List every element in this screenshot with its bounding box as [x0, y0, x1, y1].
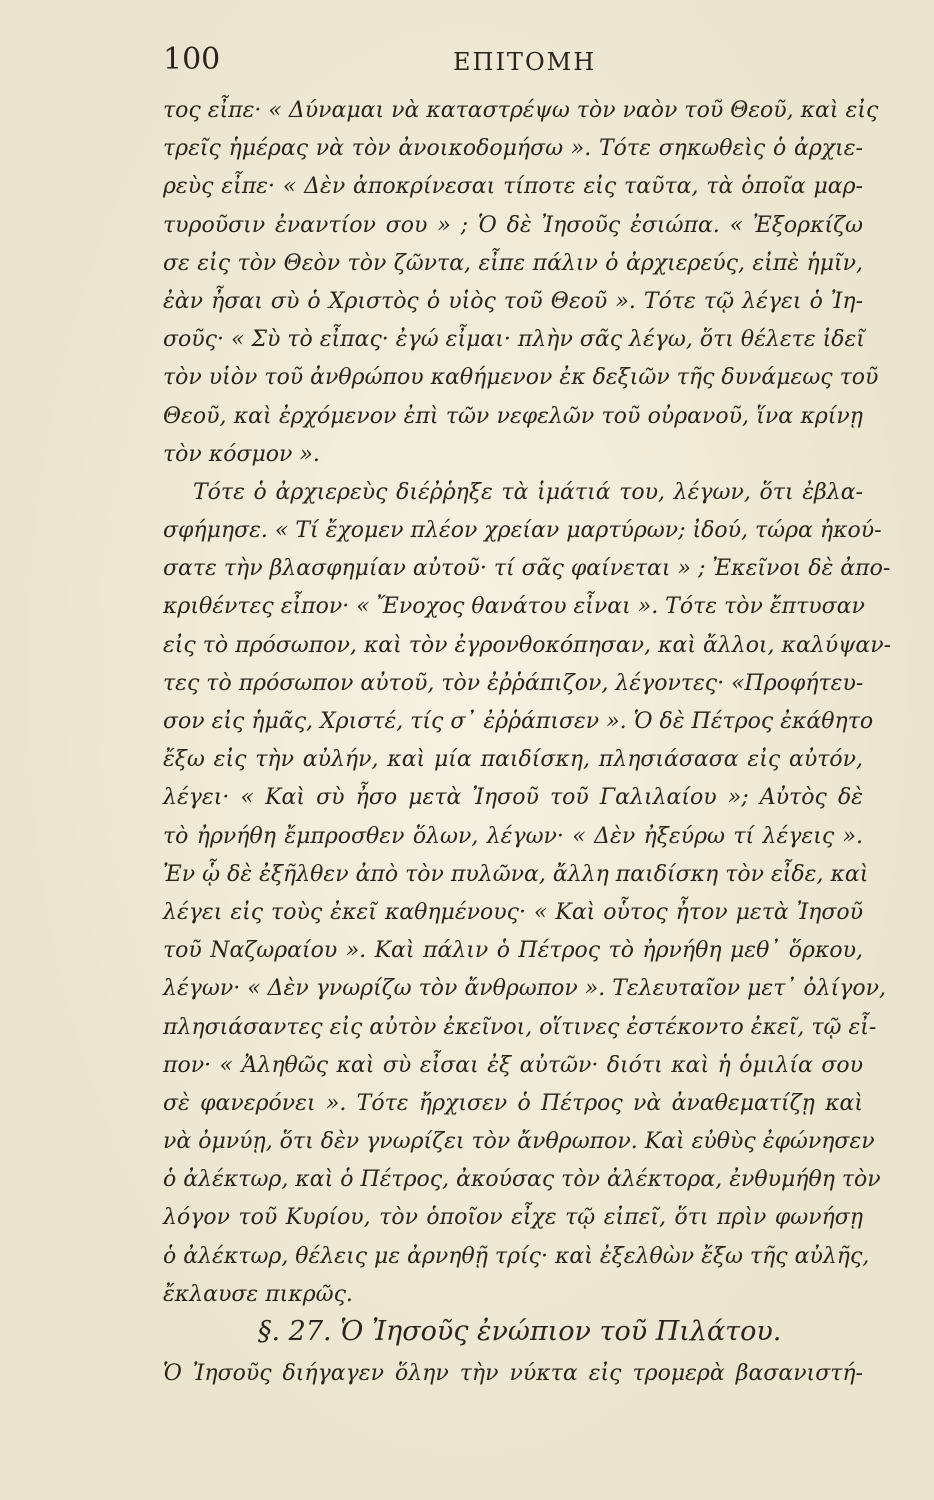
- text-line: ὁ ἀλέκτωρ, θέλεις με ἀρνηθῇ τρίς· καὶ ἐξελθὼν ἔξω τῆς αὐλῆς,: [163, 1243, 870, 1269]
- text-line: τὸν υἱὸν τοῦ ἀνθρώπου καθήμενον ἐκ δεξιῶν τῆς δυνάμεως τοῦ: [163, 365, 879, 391]
- text-line: λέγων· « Δὲν γνωρίζω τὸν ἄνθρωπον ». Τελευταῖον μετ᾽ ὀλίγον,: [163, 976, 886, 1002]
- text-line: ἐὰν ἦσαι σὺ ὁ Χριστὸς ὁ υἱὸς τοῦ Θεοῦ ». Τότε τῷ λέγει ὁ Ἰη-: [163, 288, 863, 314]
- section-heading: §. 27. Ὁ Ἰησοῦς ἐνώπιον τοῦ Πιλάτου.: [258, 1316, 782, 1347]
- text-line: λόγον τοῦ Κυρίου, τὸν ὁποῖον εἶχε τῷ εἰπεῖ, ὅτι πρὶν φωνήσῃ: [163, 1205, 863, 1231]
- page-number: 100: [163, 42, 221, 77]
- text-line: λέγει· « Καὶ σὺ ἦσο μετὰ Ἰησοῦ τοῦ Γαλιλαίου »; Αὐτὸς δὲ: [163, 785, 863, 811]
- text-line: ἔξω εἰς τὴν αὐλήν, καὶ μία παιδίσκη, πλησιάσασα εἰς αὐτόν,: [163, 747, 863, 773]
- text-line: πλησιάσαντες εἰς αὐτὸν ἐκεῖνοι, οἵτινες ἐστέκοντο ἐκεῖ, τῷ εἶ-: [163, 1014, 877, 1040]
- text-line: τος εἶπε· « Δύναμαι νὰ καταστρέψω τὸν ναὸν τοῦ Θεοῦ, καὶ εἰς: [163, 98, 879, 123]
- text-line: λέγει εἰς τοὺς ἐκεῖ καθημένους· « Καὶ οὗτος ἦτον μετὰ Ἰησοῦ: [163, 899, 863, 925]
- body-text: [163, 92, 892, 1314]
- text-line: ρεὺς εἶπε· « Δὲν ἀποκρίνεσαι τίποτε εἰς ταῦτα, τὰ ὁποῖα μαρ-: [163, 174, 863, 200]
- text-line: ἔκλαυσε πικρῶς.: [163, 1281, 353, 1307]
- text-line: σὲ φανερόνει ». Τότε ἤρχισεν ὁ Πέτρος νὰ ἀναθεματίζῃ καὶ: [163, 1090, 863, 1116]
- text-line: νὰ ὀμνύῃ, ὅτι δὲν γνωρίζει τὸν ἄνθρωπον. Καὶ εὐθὺς ἐφώνησεν: [163, 1129, 875, 1155]
- text-line: τυροῦσιν ἐναντίον σου » ; Ὁ δὲ Ἰησοῦς ἐσιώπα. « Ἐξορκίζω: [163, 212, 863, 238]
- text-line: Τότε ὁ ἀρχιερεὺς διέῤῥηξε τὰ ἱμάτιά του, λέγων, ὅτι ἐβλα-: [193, 479, 863, 505]
- text-line: τες τὸ πρόσωπον αὐτοῦ, τὸν ἐῤῥάπιζον, λέγοντες· «Προφήτευ-: [163, 670, 864, 696]
- text-line: τοῦ Ναζωραίου ». Καὶ πάλιν ὁ Πέτρος τὸ ἠρνήθη μεθ᾽ ὅρκου,: [163, 938, 863, 964]
- text-line: τὸ ἠρνήθη ἔμπροσθεν ὅλων, λέγων· « Δὲν ἠξεύρω τί λέγεις ».: [163, 823, 863, 849]
- text-line: ὁ ἀλέκτωρ, καὶ ὁ Πέτρος, ἀκούσας τὸν ἀλέκτορα, ἐνθυμήθη τὸν: [163, 1167, 881, 1193]
- text-line: σον εἰς ἡμᾶς, Χριστέ, τίς σ᾽ ἐῤῥάπισεν ». Ὁ δὲ Πέτρος ἐκάθητο: [163, 709, 874, 734]
- text-line: τρεῖς ἡμέρας νὰ τὸν ἀνοικοδομήσω ». Τότε σηκωθεὶς ὁ ἀρχιε-: [163, 136, 863, 162]
- text-line: Θεοῦ, καὶ ἐρχόμενον ἐπὶ τῶν νεφελῶν τοῦ οὐρανοῦ, ἵνα κρίνῃ: [163, 403, 863, 429]
- text-line: σφήμησε. « Τί ἔχομεν πλέον χρείαν μαρτύρων; ἰδού, τώρα ἠκού-: [163, 518, 882, 544]
- text-line: σε εἰς τὸν Θεὸν τὸν ζῶντα, εἶπε πάλιν ὁ ἀρχιερεύς, εἰπὲ ἡμῖν,: [163, 250, 863, 276]
- text-line: τὸν κόσμον ».: [163, 441, 320, 467]
- text-line: Ἐν ᾧ δὲ ἐξῆλθεν ἀπὸ τὸν πυλῶνα, ἄλλη παιδίσκη τὸν εἶδε, καὶ: [163, 861, 869, 887]
- text-line: σοῦς· « Σὺ τὸ εἶπας· ἐγώ εἶμαι· πλὴν σᾶς λέγω, ὅτι θέλετε ἰδεῖ: [163, 327, 865, 353]
- section-text-line: Ὁ Ἰησοῦς διήγαγεν ὅλην τὴν νύκτα εἰς τρομερὰ βασανιστή-: [163, 1361, 863, 1386]
- page-header: [163, 42, 863, 82]
- text-line: σατε τὴν βλασφημίαν αὐτοῦ· τί σᾶς φαίνεται » ; Ἐκεῖνοι δὲ ἀπο-: [163, 556, 891, 582]
- text-line: εἰς τὸ πρόσωπον, καὶ τὸν ἐγρονθοκόπησαν, καὶ ἄλλοι, καλύψαν-: [163, 632, 892, 658]
- text-line: κριθέντες εἶπον· « Ἔνοχος θανάτου εἶναι ». Τότε τὸν ἔπτυσαν: [163, 594, 865, 620]
- text-line: πον· « Ἀληθῶς καὶ σὺ εἶσαι ἐξ αὐτῶν· διότι καὶ ἡ ὁμιλία σου: [163, 1052, 863, 1078]
- running-title: ΕΠΙΤΟΜΗ: [453, 48, 597, 76]
